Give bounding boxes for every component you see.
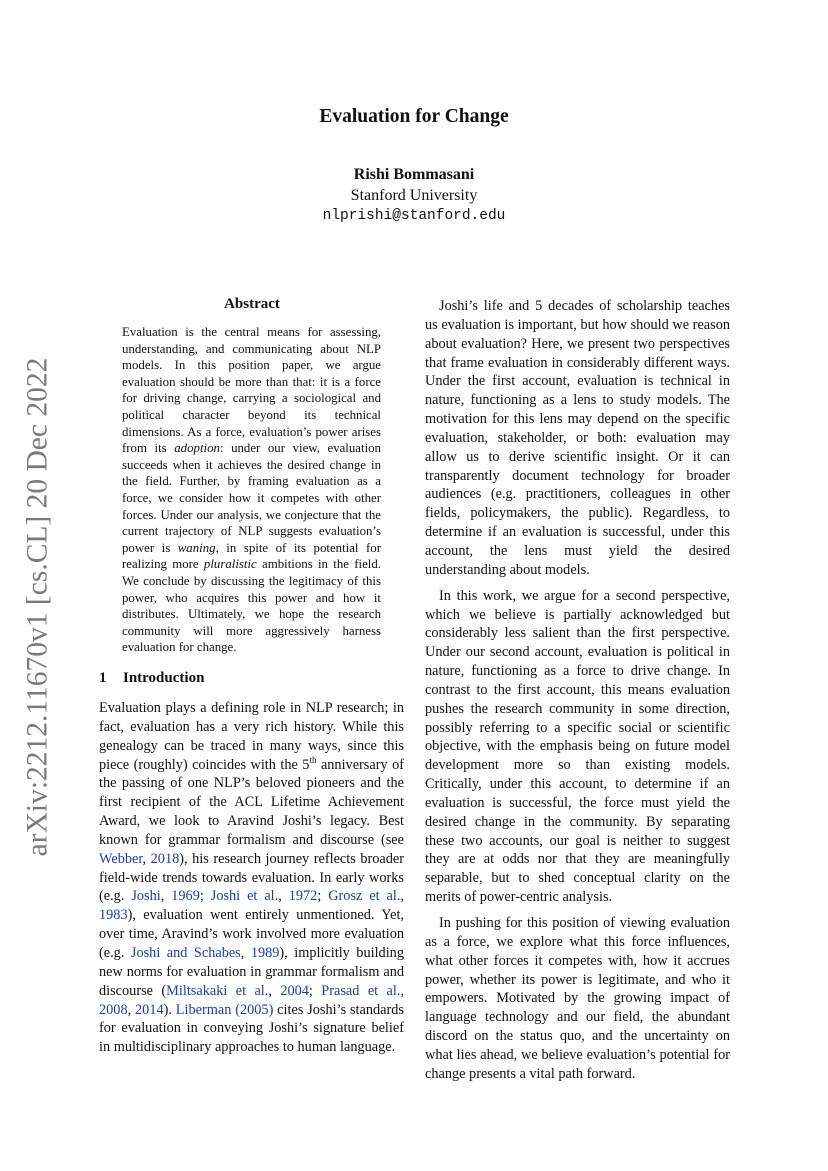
arxiv-identifier-sidebar: [18, 357, 58, 857]
body-text: ), evaluation went entirely unmentioned. Yet, over time, Aravind’s work involved more evaluation (e.g.: [99, 907, 404, 961]
abstract-emphasis: pluralistic: [203, 557, 257, 572]
section-title: Introduction: [123, 670, 205, 686]
citation-link[interactable]: Joshi: [131, 888, 161, 905]
superscript: th: [309, 754, 317, 765]
author-email[interactable]: nlprishi@stanford.edu: [322, 208, 506, 224]
citation-link[interactable]: Grosz et al.: [328, 888, 401, 905]
body-text: anniversary of the passing of one NLP’s beloved pioneers and the first recipient of the ACL Lifetime Achievement Award, we look to Aravind Joshi’s legacy. Best known for grammar formalism and discourse (see: [99, 756, 404, 848]
body-text: ), implicitly building new norms for evaluation in grammar formalism and discourse (: [99, 944, 404, 999]
body-text: Evaluation plays a defining role in NLP research; in fact, evaluation has a very rich history. While this genealogy can be traced in many ways, since this piece (roughly) coincides with the 5: [99, 700, 404, 773]
body-text: ), his research journey reflects broader field-wide trends towards evaluation. In early works (e.g.: [99, 850, 404, 905]
citation-link[interactable]: Miltsakaki et al.: [166, 982, 269, 999]
citation-link[interactable]: Liberman: [175, 1001, 232, 1018]
body-text: ).: [163, 1001, 176, 1018]
body-paragraph: In pushing for this position of viewing evaluation as a force, we explore what this force influences, what other forces it competes with, how it accrues power, whether its power is legitimate, and who it empowers. Motivated by the growing impact of language technology and our field, the abundant discord on the status quo, and the uncertainty on what lies ahead, we believe evaluation’s potential for change presents a vital path forward.: [425, 915, 730, 1082]
abstract-body: [122, 324, 381, 656]
abstract-text: ambitions in the field. We conclude by discussing the legitimacy of this power, who acquires this power and how it distributes. Ultimately, we hope the research community will more aggressively harness evaluation for change.: [122, 557, 382, 655]
citation-link[interactable]: 2008: [99, 1001, 128, 1018]
citation-link[interactable]: 1989: [250, 944, 280, 961]
right-column: [425, 297, 730, 1091]
author-affiliation: Stanford University: [350, 187, 478, 204]
citation-link[interactable]: 2018: [150, 850, 180, 867]
intro-paragraph: Evaluation plays a defining role in NLP research; in fact, evaluation has a very rich history. While this genealogy can be traced in many ways, since this piece (roughly) coincides with the 5th anniversary of the passing of one NLP’s beloved pioneers and the first recipient of the ACL Lifetime Achievement Award, we look to Aravind Joshi’s legacy. Best known for grammar formalism and discourse (see Webber, 2018), his research journey reflects broader field-wide trends towards evaluation. In early works (e.g. Joshi, 1969; Joshi et al., 1972; Grosz et al., 1983), evaluation went entirely unmentioned. Yet, over time, Aravind’s work involved more evaluation (e.g. Joshi and Schabes, 1989), implicitly building new norms for evaluation in grammar formalism and discourse (Miltsakaki et al., 2004; Prasad et al., 2008, 2014). Liberman (2005) cites Joshi’s standards for evaluation in conveying Joshi’s signature belief in multidisciplinary approaches to human language.: [99, 700, 405, 1056]
author-name: Rishi Bommasani: [353, 166, 475, 183]
body-paragraph: Joshi’s life and 5 decades of scholarship teaches us evaluation is important, but how should we reason about evaluation? Here, we present two perspectives that frame evaluation in considerably different ways. Under the first account, evaluation is technical in nature, functioning as a lens to study models. The motivation for this lens may depend on the specific evaluation, stakeholder, or both: evaluation may allow us to derive scientific insight. Or it can transparently document technology for broader audiences (e.g. practitioners, colleagues in other fields, policymakers, the public). Regardless, to determine if an evaluation is successful, under this account, the lens must yield the desired understanding about models.: [425, 298, 730, 578]
abstract-text: , in spite of its potential for realizing more: [122, 540, 381, 572]
citation-link[interactable]: Joshi et al.: [210, 888, 279, 905]
arxiv-identifier-text: arXiv:2212.11670v1 [cs.CL] 20 Dec 2022: [21, 357, 54, 857]
section-number: 1: [99, 670, 107, 686]
citation-link[interactable]: 2014: [135, 1001, 164, 1018]
section-heading-introduction: [99, 670, 204, 687]
abstract-text: Evaluation is the central means for assessing, understanding, and communicating about NLP models. In this position paper, we argue evaluation should be more than that: it is a force for driving change, carrying a sociological and political character beyond its technical dimensions. As a force, evaluation’s power arises from its: [122, 325, 381, 456]
abstract-emphasis: waning: [177, 540, 216, 555]
citation-link[interactable]: 2004: [280, 982, 309, 999]
abstract-text: : under our view, evaluation succeeds when it achieves the desired change in the field. Further, by framing evaluation as a force, we consider how it competes with other forces. Under our analysis, we conjecture that the current trajectory of NLP suggests evaluation’s power is: [122, 441, 381, 555]
author-block: [0, 164, 828, 227]
left-column: [99, 699, 404, 1057]
body-text: cites Joshi’s standards for evaluation in conveying Joshi’s signature belief in multidisciplinary approaches to human language.: [99, 1001, 404, 1056]
citation-link[interactable]: (2005): [235, 1001, 274, 1018]
citation-link[interactable]: 1972: [288, 888, 318, 905]
citation-link[interactable]: Prasad et al.: [321, 982, 401, 999]
paper-title: Evaluation for Change: [319, 106, 509, 127]
abstract-emphasis: adoption: [174, 441, 220, 456]
citation-link[interactable]: 1983: [99, 907, 128, 924]
citation-link[interactable]: Webber: [99, 850, 143, 867]
body-paragraph: In this work, we argue for a second perspective, which we believe is partially acknowledged but considerably less salient than the first perspective. Under our second account, evaluation is political in nature, functioning as a force to drive change. In contrast to the first account, this means evaluation pushes the research community in some direction, possibly referring to a specific social or scientific objective, with the emphasis being on future model development more so than existing models. Critically, under this account, to determine if an evaluation is successful, the force must yield the desired change in the community. By separating these two accounts, our goal is neither to suggest they are at odds nor that they are meaningfully separable, but to shed conceptual clarity on the merits of power-centric analysis.: [425, 587, 730, 906]
citation-link[interactable]: 1969: [171, 888, 200, 905]
citation-link[interactable]: Joshi and Schabes: [130, 944, 241, 961]
abstract-heading: Abstract: [224, 296, 280, 312]
